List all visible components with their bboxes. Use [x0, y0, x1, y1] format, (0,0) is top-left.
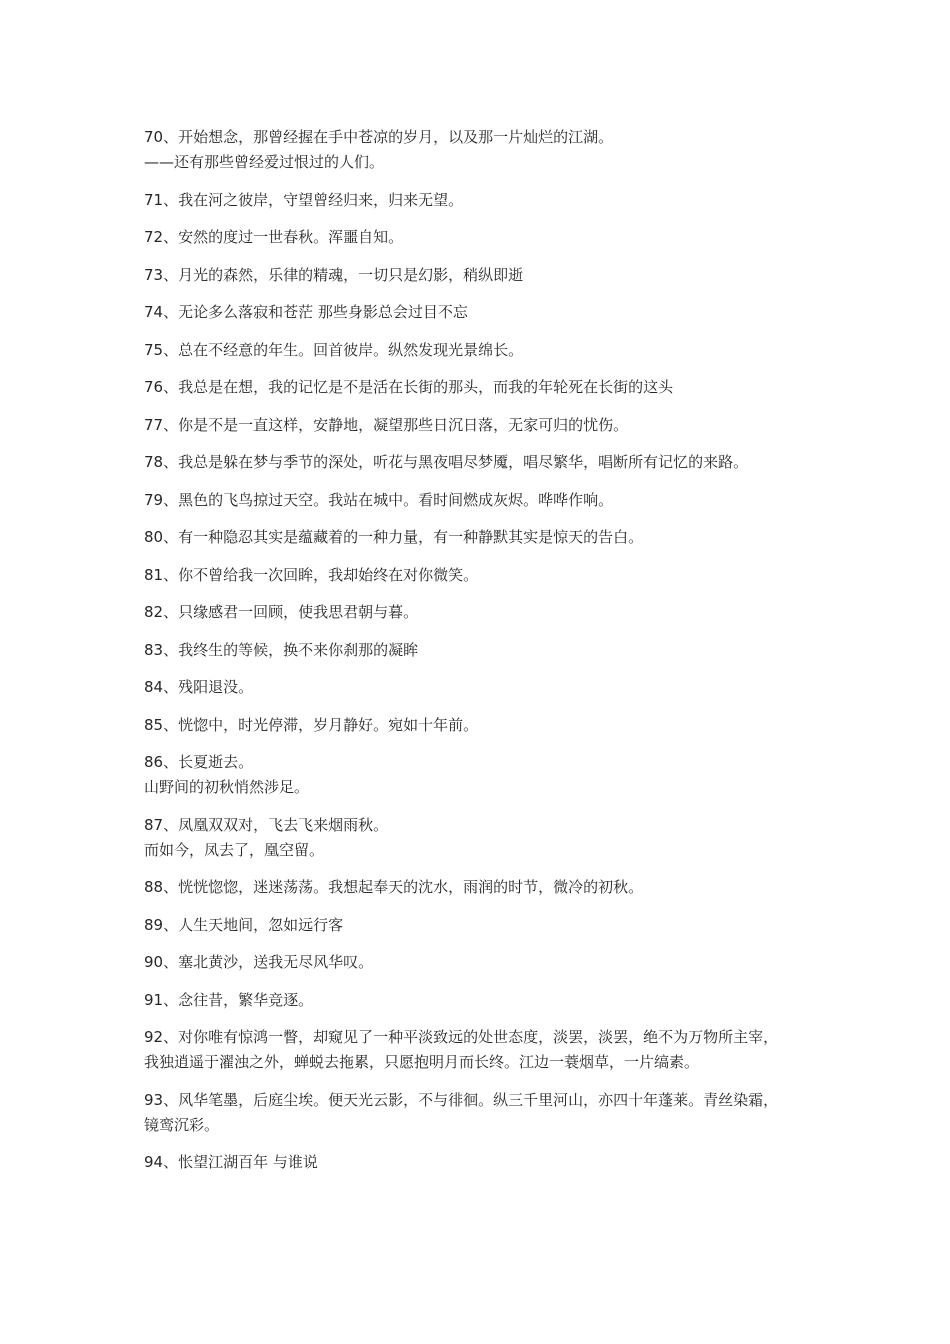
quote-entry [144, 225, 824, 250]
quote-line: 山野间的初秋悄然涉足。 [144, 778, 310, 796]
quote-entry [144, 913, 824, 938]
quote-line: 92、对你唯有惊鸿一瞥，却窥见了一种平淡致远的处世态度，淡罢，淡罢，绝不为万物所主宰， [144, 1028, 779, 1046]
quote-line: 82、只缘感君一回顾，使我思君朝与暮。 [144, 603, 419, 621]
quote-line: 80、有一种隐忍其实是蕴藏着的一种力量，有一种静默其实是惊天的告白。 [144, 528, 644, 546]
quote-line: 84、残阳退没。 [144, 678, 254, 696]
quote-line: 70、开始想念，那曾经握在手中苍凉的岁月，以及那一片灿烂的江湖。 [144, 128, 614, 146]
quote-line: 89、人生天地间，忽如远行客 [144, 915, 344, 934]
document-body [144, 125, 824, 1188]
quote-line: 74、无论多么落寂和苍茫 那些身影总会过目不忘 [144, 303, 468, 321]
quote-line: 81、你不曾给我一次回眸，我却始终在对你微笑。 [144, 565, 479, 584]
quote-entry [144, 375, 824, 400]
quote-line: 我独逍遥于濯浊之外，蝉蜕去拖累，只愿抱明月而长终。江边一蓑烟草，一片缟素。 [144, 1053, 700, 1071]
quote-entry [144, 813, 824, 863]
quote-line: 72、安然的度过一世春秋。浑噩自知。 [144, 228, 404, 246]
quote-entry [144, 563, 824, 588]
quote-entry [144, 450, 824, 475]
quote-line: 79、黑色的飞鸟掠过天空。我站在城中。看时间燃成灰烬。哗哗作响。 [144, 490, 614, 509]
quote-entry [144, 1088, 824, 1138]
quote-entry [144, 263, 824, 288]
quote-entry [144, 988, 824, 1013]
quote-line: 94、怅望江湖百年 与谁说 [144, 1153, 318, 1171]
quote-line: 93、风华笔墨，后庭尘埃。便天光云影，不与徘徊。纵三千里河山，亦四十年蓬莱。青丝染霜， [144, 1090, 779, 1109]
quote-line: 88、恍恍惚惚，迷迷荡荡。我想起奉天的沈水，雨润的时节，微冷的初秋。 [144, 878, 644, 896]
quote-entry [144, 300, 824, 325]
quote-line: 90、塞北黄沙，送我无尽风华叹。 [144, 953, 374, 971]
quote-entry [144, 338, 824, 363]
quote-entry [144, 1025, 824, 1075]
quote-entry [144, 875, 824, 900]
quote-entry [144, 950, 824, 975]
quote-line: 77、你是不是一直这样，安静地，凝望那些日沉日落，无家可归的忧伤。 [144, 415, 629, 434]
quote-line: 87、凤凰双双对，飞去飞来烟雨秋。 [144, 815, 389, 834]
quote-entry [144, 600, 824, 625]
quote-entry [144, 525, 824, 550]
quote-line: 76、我总是在想，我的记忆是不是活在长街的那头，而我的年轮死在长街的这头 [144, 378, 674, 396]
quote-line: 85、恍惚中，时光停滞，岁月静好。宛如十年前。 [144, 715, 479, 734]
quote-line: 而如今，凤去了，凰空留。 [144, 840, 325, 859]
quote-entry [144, 488, 824, 513]
quote-line: 91、念往昔，繁华竞逐。 [144, 990, 314, 1009]
quote-line: 75、总在不经意的年生。回首彼岸。纵然发现光景绵长。 [144, 340, 524, 359]
quote-entry [144, 413, 824, 438]
quote-line: ——还有那些曾经爱过恨过的人们。 [144, 153, 385, 171]
quote-line: 73、月光的森然，乐律的精魂，一切只是幻影，稍纵即逝 [144, 265, 524, 284]
quote-entry [144, 1150, 824, 1175]
quote-entry [144, 750, 824, 800]
quote-entry [144, 125, 824, 175]
quote-line: 镜鸾沉彩。 [144, 1115, 220, 1134]
quote-line: 71、我在河之彼岸，守望曾经归来，归来无望。 [144, 190, 464, 209]
quote-entry [144, 638, 824, 663]
quote-line: 78、我总是躲在梦与季节的深处，听花与黑夜唱尽梦魇，唱尽繁华，唱断所有记忆的来路。 [144, 453, 749, 471]
quote-line: 83、我终生的等候，换不来你刹那的凝眸 [144, 640, 419, 659]
quote-line: 86、长夏逝去。 [144, 753, 254, 771]
quote-entry [144, 188, 824, 213]
quote-entry [144, 675, 824, 700]
quote-entry [144, 713, 824, 738]
